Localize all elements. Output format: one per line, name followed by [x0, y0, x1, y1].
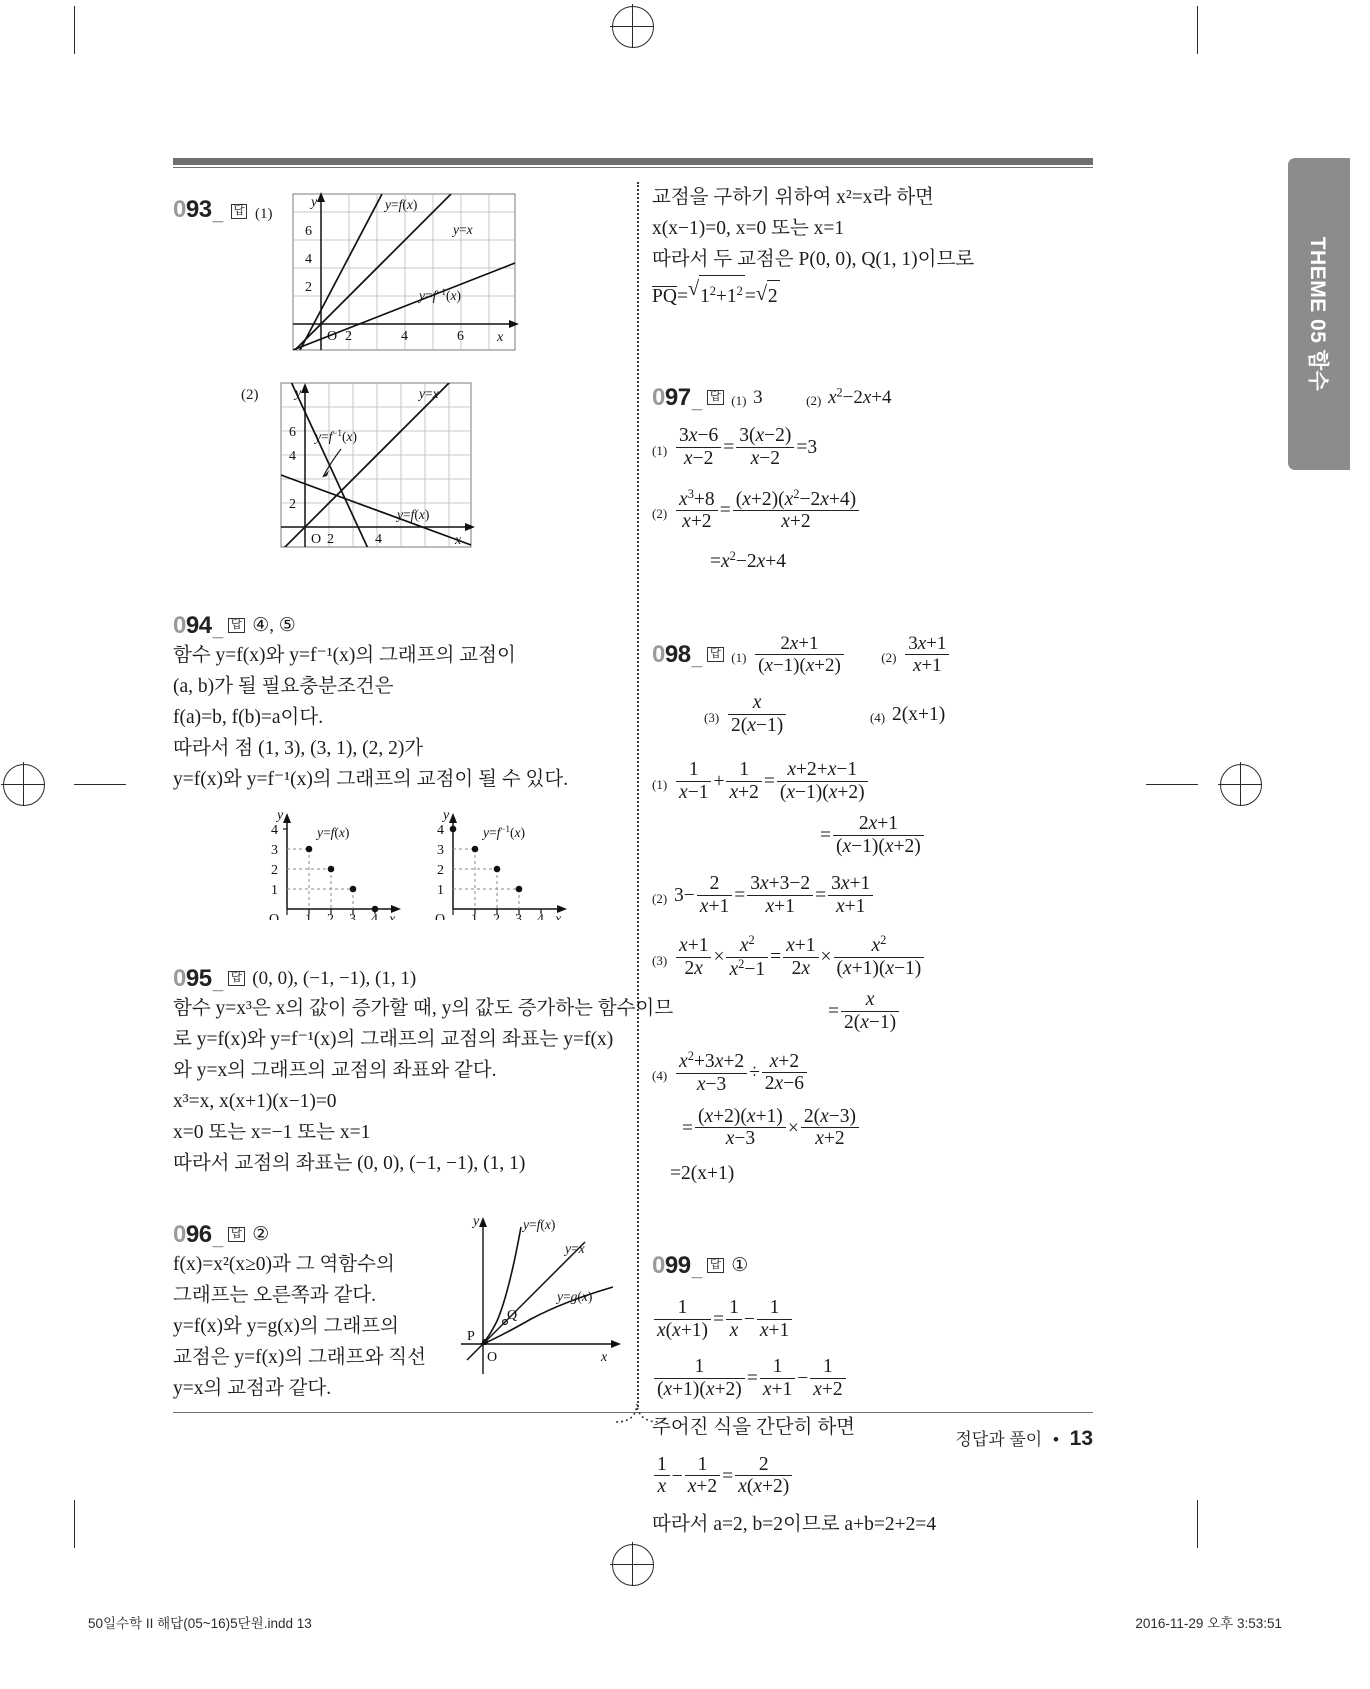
problem-097-step-2-tail: $=x^2-2x+4$ [710, 549, 787, 572]
left-column [173, 182, 674, 1408]
problem-097-a2-label: (2) [806, 392, 822, 408]
problem-097-step-1: (1) $\frac{3x-6}{x-2}$ = $\frac{3(x-2)}{x-2}$ =3 [652, 424, 818, 469]
svg-text:2: 2 [327, 912, 334, 920]
problem-098-step-4-tail: =2(x+1) [670, 1163, 735, 1185]
problem-099-answer: ① [731, 1255, 749, 1277]
svg-text:4: 4 [375, 532, 382, 547]
problem-097-number: 097_ [652, 383, 702, 413]
problem-093-part2-label: (2) [241, 387, 259, 403]
crop-mark-br-v [1197, 1500, 1198, 1548]
problem-099-number: 099_ [652, 1252, 702, 1282]
figure-093-2-svg [269, 379, 569, 557]
svg-text:2: 2 [271, 863, 278, 878]
problem-096-dap-badge: 답 [228, 1227, 244, 1242]
svg-text:4: 4 [401, 329, 408, 344]
problem-097-dap-badge: 답 [707, 390, 723, 405]
page-footer [173, 1425, 1093, 1451]
page-number: 13 [1069, 1427, 1093, 1450]
running-foot-right: 2016-11-29 오후 3:53:51 [1135, 1616, 1282, 1631]
svg-text:y: y [443, 808, 450, 823]
problem-098-a3-value: $\frac{x}{2(x-1)}$ [728, 692, 786, 737]
theme-side-tab [1288, 158, 1350, 470]
problem-099-dap-badge: 답 [707, 1258, 723, 1273]
svg-text:y=g(x): y=g(x) [557, 1289, 593, 1304]
problem-097-step2-label: (2) [652, 505, 668, 521]
svg-text:x: x [555, 912, 562, 920]
problem-099-header [652, 1252, 1102, 1280]
problem-098-step-4-mid: = $\frac{(x+2)(x+1)}{x-3}$ × $\frac{2(x-3)}{x+2}$ [682, 1107, 1102, 1152]
crop-mark-ml [74, 784, 126, 785]
figure-096-svg [445, 1209, 625, 1379]
problem-095-line-0: 함수 y=x³은 x의 값이 증가할 때, y의 값도 증가하는 함수이므 [173, 998, 674, 1019]
figure-096 [445, 1209, 625, 1384]
problem-097-a1-label: (1) [731, 392, 747, 408]
problem-095 [173, 965, 674, 1179]
problem-094 [173, 612, 623, 925]
problem-093-part1-label: (1) [255, 206, 273, 222]
svg-text:y=f(x): y=f(x) [397, 507, 430, 522]
svg-text:O: O [269, 912, 280, 920]
problem-096 [173, 1214, 623, 1404]
reg-mark-left [1, 762, 45, 806]
problem-094-dap-badge: 답 [228, 618, 244, 633]
problem-098-step3-label: (3) [652, 952, 668, 968]
problem-099-final-text: 따라서 a=2, b=2이므로 a+b=2+2=4 [652, 1514, 937, 1536]
problem-098-a4-value: 2(x+1) [892, 704, 946, 726]
svg-text:x: x [497, 330, 504, 345]
svg-text:P: P [467, 1329, 475, 1344]
problem-098-a2-label: (2) [881, 650, 897, 666]
problem-098 [652, 634, 1102, 1186]
svg-text:1: 1 [271, 883, 278, 898]
problem-098-a1-label: (1) [731, 650, 747, 666]
problem-095-answer: (0, 0), (−1, −1), (1, 1) [252, 968, 417, 989]
crop-mark-tl-v [74, 6, 75, 54]
svg-text:2: 2 [289, 497, 296, 512]
svg-text:y=x: y=x [565, 1241, 585, 1256]
problem-098-a4-label: (4) [869, 710, 886, 726]
problem-096-continuation [652, 182, 1102, 312]
problem-094-number: 094_ [173, 612, 223, 641]
problem-098-step2-label: (2) [652, 891, 668, 907]
svg-text:4: 4 [305, 252, 312, 267]
problem-098-step-3: (3) $\frac{x+1}{2x}$ × $\frac{x^2}{x^2-1}$ = $\frac{x+1}{2x}$ × $\frac{x^2}{(x+1)(x-1)}$ [652, 935, 1102, 981]
problem-094-line-4: y=f(x)와 y=f⁻¹(x)의 그래프의 교점이 될 수 있다. [173, 769, 569, 790]
problem-098-step-1-tail: = $\frac{2x+1}{(x-1)(x+2)}$ [820, 814, 1102, 859]
problem-095-line-5: 따라서 교점의 좌표는 (0, 0), (−1, −1), (1, 1) [173, 1153, 526, 1174]
svg-text:2: 2 [327, 532, 334, 547]
theme-side-tab-label: THEME 05 함수 [1306, 236, 1329, 392]
svg-text:y=f−1(x): $y=f^{-1}(x)$ [483, 824, 525, 840]
figure-094-scatters [265, 795, 623, 925]
svg-text:x: x [601, 1350, 608, 1365]
problem-096-line-1: 그래프는 오른쪽과 같다. [173, 1285, 376, 1306]
problem-095-line-2: 와 y=x의 그래프의 교점의 좌표와 같다. [173, 1060, 497, 1081]
svg-text:y: y [277, 808, 284, 823]
svg-text:O: O [311, 532, 322, 547]
svg-text:2: 2 [345, 329, 352, 344]
figure-093-1-svg [281, 190, 541, 360]
problem-095-dap-badge: 답 [228, 971, 244, 986]
svg-text:6: 6 [289, 425, 296, 440]
problem-099-identity-1: $\frac{1}{x(x+1)}$ = $\frac{1}{x}$ − $\frac{1}{x+1}$ [652, 1298, 1102, 1343]
problem-097-a1-value: 3 [753, 386, 763, 408]
problem-096-line-0: f(x)=x²(x≥0)과 그 역함수의 [173, 1254, 395, 1275]
footer-bullet: • [1052, 1430, 1059, 1449]
svg-text:y=x: y=x [453, 222, 473, 237]
header-rule-thin [173, 167, 1093, 168]
problem-095-line-4: x=0 또는 x=−1 또는 x=1 [173, 1122, 371, 1143]
problem-094-line-1: (a, b)가 될 필요충분조건은 [173, 676, 394, 697]
figure-093-1 [281, 182, 623, 365]
problem-096-cont-line-0: 교점을 구하기 위하여 x²=x라 하면 [652, 187, 934, 208]
svg-text:6: 6 [305, 224, 312, 239]
svg-text:4: 4 [371, 912, 378, 920]
svg-text:O: O [435, 912, 446, 920]
problem-098-a2-value: $\frac{3x+1}{x+1}$ [905, 633, 949, 677]
problem-094-line-0: 함수 y=f(x)와 y=f⁻¹(x)의 그래프의 교점이 [173, 645, 516, 666]
svg-text:y: y [473, 1214, 480, 1229]
problem-096-line-4: y=x의 교점과 같다. [173, 1378, 332, 1399]
problem-099-mid-text: 주어진 식을 간단히 하면 [652, 1416, 855, 1438]
problem-094-header [173, 612, 623, 640]
svg-text:x: x [455, 533, 462, 548]
svg-text:3: 3 [437, 843, 444, 858]
problem-094-answer: ④, ⑤ [252, 615, 296, 636]
problem-096-cont-pq: PQ= √ $1^2+1^2$ = √ 2 [652, 275, 1102, 312]
reg-mark-bottom [610, 1542, 654, 1586]
svg-text:O: O [327, 329, 338, 344]
problem-097 [652, 384, 1102, 574]
svg-text:y=f(x): y=f(x) [523, 1217, 556, 1232]
svg-text:3: 3 [515, 912, 522, 920]
reg-mark-right [1218, 762, 1262, 806]
svg-text:y=f(x): y=f(x) [385, 197, 418, 212]
problem-098-a1-value: $\frac{2x+1}{(x-1)(x+2)}$ [755, 633, 844, 677]
problem-099-simplified: $\frac{1}{x}$ − $\frac{1}{x+2}$ = $\frac{2}{x(x+2)}$ [652, 1455, 1102, 1500]
svg-text:2: 2 [305, 280, 312, 295]
problem-098-step-1: (1) $\frac{1}{x-1}$ + $\frac{1}{x+2}$ = $\frac{x+2+x-1}{(x-1)(x+2)}$ [652, 760, 1102, 805]
problem-098-step-2: (2) 3− $\frac{2}{x+1}$ = $\frac{3x+3-2}{x+1}$ = $\frac{3x+1}{x+1}$ [652, 874, 1102, 919]
crop-mark-tr-v [1197, 6, 1198, 54]
svg-text:6: 6 [457, 329, 464, 344]
svg-text:x: x [389, 912, 396, 920]
problem-098-step-4: (4) $\frac{x^2+3x+2}{x-3}$ ÷ $\frac{x+2}{2x-6}$ [652, 1051, 1102, 1097]
problem-096-cont-line-2: 따라서 두 교점은 P(0, 0), Q(1, 1)이므로 [652, 249, 975, 270]
problem-099 [652, 1252, 1102, 1540]
problem-096-answer: ② [252, 1224, 270, 1245]
problem-095-line-1: 로 y=f(x)와 y=f⁻¹(x)의 그래프의 교점의 좌표는 y=f(x) [173, 1029, 614, 1050]
header-rule-thick [173, 158, 1093, 165]
problem-098-a3-label: (3) [704, 710, 720, 726]
problem-096-line-3: 교점은 y=f(x)의 그래프와 직선 [173, 1347, 426, 1368]
problem-097-step-2: (2) $\frac{x^3+8}{x+2}$ = $\frac{(x+2)(x^2-2x+4)}{x+2}$ [652, 489, 1102, 535]
problem-097-a2-value: $x^2-2x+4$ [828, 385, 892, 408]
problem-095-header [173, 965, 623, 993]
svg-text:3: 3 [271, 843, 278, 858]
problem-096-cont-line-1: x(x−1)=0, x=0 또는 x=1 [652, 218, 845, 239]
problem-098-step4-label: (4) [652, 1068, 668, 1084]
problem-095-line-3: x³=x, x(x+1)(x−1)=0 [173, 1091, 337, 1112]
reg-mark-top [610, 4, 654, 48]
svg-text:y=f−1(x): $y=f^{-1}(x)$ [419, 287, 461, 303]
problem-094-line-3: 따라서 점 (1, 3), (3, 1), (2, 2)가 [173, 738, 424, 759]
svg-text:O: O [487, 1350, 498, 1365]
problem-098-number: 098_ [652, 641, 702, 671]
problem-097-header [652, 384, 1102, 412]
svg-text:y=f−1(x): $y=f^{-1}(x)$ [315, 428, 357, 444]
svg-text:4: 4 [271, 823, 278, 838]
svg-text:Q: Q [507, 1308, 518, 1323]
svg-text:2: 2 [437, 863, 444, 878]
problem-097-step1-label: (1) [652, 442, 668, 458]
svg-text:1: 1 [305, 912, 312, 920]
crop-mark-mr [1146, 784, 1198, 785]
problem-095-number: 095_ [173, 965, 223, 994]
footer-label: 정답과 풀이 [955, 1430, 1043, 1449]
svg-text:4: 4 [289, 449, 296, 464]
running-foot-left: 50일수학 II 해답(05~16)5단원.indd 13 [88, 1616, 312, 1631]
problem-093 [173, 182, 623, 562]
problem-093-dap-badge: 답 [231, 204, 250, 222]
svg-text:1: 1 [437, 883, 444, 898]
problem-093-number: 093_ [173, 196, 223, 225]
column-divider [637, 182, 639, 1407]
svg-text:4: 4 [537, 912, 544, 920]
problem-098-step1-label: (1) [652, 776, 668, 792]
problem-098-step-3-tail: = $\frac{x}{2(x-1)}$ [828, 990, 1102, 1035]
problem-096-line-2: y=f(x)와 y=g(x)의 그래프의 [173, 1316, 399, 1337]
svg-text:1: 1 [471, 912, 478, 920]
problem-098-header [652, 634, 1102, 678]
svg-text:3: 3 [349, 912, 356, 920]
svg-text:y: y [295, 386, 302, 401]
problem-094-line-2: f(a)=b, f(b)=a이다. [173, 707, 324, 728]
svg-text:y=x: y=x [419, 386, 439, 401]
problem-098-answers-row2 [704, 693, 1102, 738]
problem-098-dap-badge: 답 [707, 647, 723, 662]
figure-094-svg [265, 805, 595, 920]
figure-093-2 [241, 365, 623, 562]
right-column [652, 182, 1102, 1544]
svg-text:y=f(x): y=f(x) [317, 825, 350, 840]
crop-mark-bl-v [74, 1500, 75, 1548]
problem-096-number: 096_ [173, 1221, 223, 1250]
svg-text:4: 4 [437, 823, 444, 838]
svg-text:y: y [311, 195, 318, 210]
problem-099-identity-2: $\frac{1}{(x+1)(x+2)}$ = $\frac{1}{x+1}$ − $\frac{1}{x+2}$ [652, 1357, 1102, 1402]
svg-text:2: 2 [493, 912, 500, 920]
